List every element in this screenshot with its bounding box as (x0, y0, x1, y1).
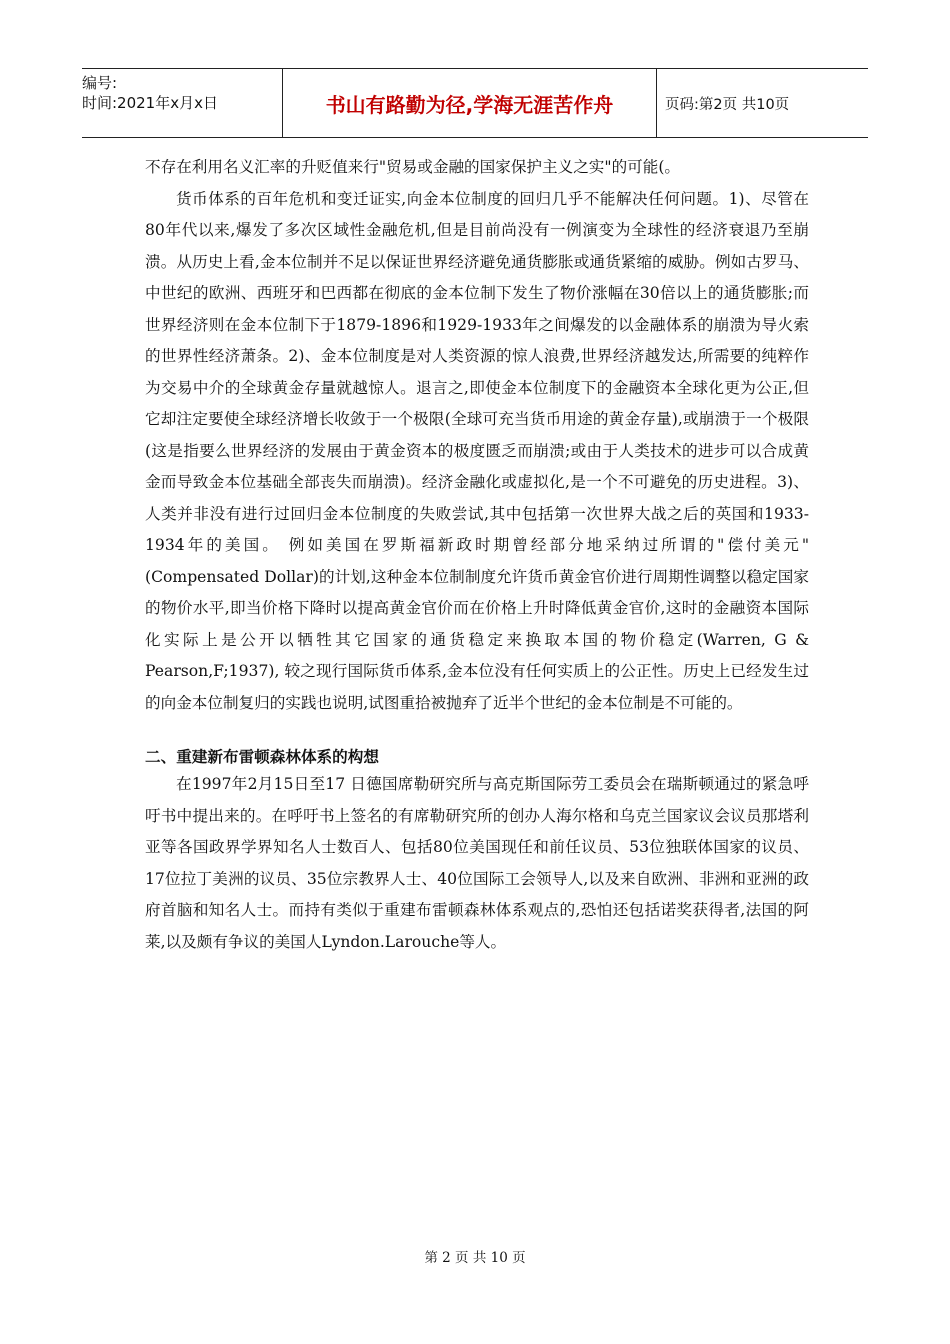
time-label: 时间:2021年x月x日 (82, 94, 218, 112)
page-footer: 第 2 页 共 10 页 (424, 1250, 526, 1266)
header-page-info: 页码:第2页 共10页 (665, 96, 790, 113)
number-label: 编号: (82, 74, 118, 92)
paragraph-2: 货币体系的百年危机和变迁证实,向金本位制度的回归几乎不能解决任何问题。1)、尽管在80年代以来,爆发了多次区域性金融危机,但是目前尚没有一例演变为全球性的经济衰退乃至崩溃。从历史上看,金本位制并不足以保证世界经济避免通货膨胀或通货紧缩的威胁。例如古罗马、中世纪的欧洲、西班牙和巴西都在彻底的金本位制下发生了物价涨幅在30倍以上的通货膨胀;而世界经济则在金本位制下于1879-1896和1929-1933年之间爆发的以金融体系的崩溃为导火索的世界性经济萧条。2)、金本位制度是对人类资源的惊人浪费,世界经济越发达,所需要的纯粹作为交易中介的全球黄金存量就越惊人。退言之,即使金本位制度下的金融资本全球化更为公正,但它却注定要使全球经济增长收敛于一个极限(全球可充当货币用途的黄金存量),或崩溃于一个极限(这是指要么世界经济的发展由于黄金资本的极度匮乏而崩溃;或由于人类技术的进步可以合成黄金而导致金本位基础全部丧失而崩溃)。经济金融化或虚拟化,是一个不可避免的历史进程。3)、人类并非没有进行过回归金本位制度的失败尝试,其中包括第一次世界大战之后的英国和1933-1934年的美国。 例如美国在罗斯福新政时期曾经部分地采纳过所谓的"偿付美元"(Compensated Dollar)的计划,这种金本位制制度允许货币黄金官价进行周期性调整以稳定国家的物价水平,即当价格下降时以提高黄金官价而在价格上升时降低黄金官价,这时的金融资本国际化实际上是公开以牺牲其它国家的通货稳定来换取本国的物价稳定(Warren, G & Pearson,F;1937), 较之现行国际货币体系,金本位没有任何实质上的公正性。历史上已经发生过的向金本位制复归的实践也说明,试图重拾被抛弃了近半个世纪的金本位制是不可能的。 (145, 189, 809, 712)
header-meta (82, 69, 282, 137)
header-motto: 书山有路勤为径,学海无涯苦作舟 (282, 69, 657, 137)
paragraph-1: 不存在利用名义汇率的升贬值来行"贸易或金融的国家保护主义之实"的可能(。 (145, 158, 681, 176)
page-header (82, 68, 868, 138)
section-heading: 二、重建新布雷顿森林体系的构想 (145, 748, 379, 766)
paragraph-3: 在1997年2月15日至17 日德国席勒研究所与高克斯国际劳工委员会在瑞斯顿通过的紧急呼吁书中提出来的。在呼吁书上签名的有席勒研究所的创办人海尔格和乌克兰国家议会议员那塔利亚等各国政界学界知名人士数百人、包括80位美国现任和前任议员、53位独联体国家的议员、17位拉丁美洲的议员、35位宗教界人士、40位国际工会领导人,以及来自欧洲、非洲和亚洲的政府首脑和知名人士。而持有类似于重建布雷顿森林体系观点的,恐怕还包括诺奖获得者,法国的阿莱,以及颇有争议的美国人Lyndon.Larouche等人。 (145, 775, 809, 951)
document-body (145, 152, 809, 958)
